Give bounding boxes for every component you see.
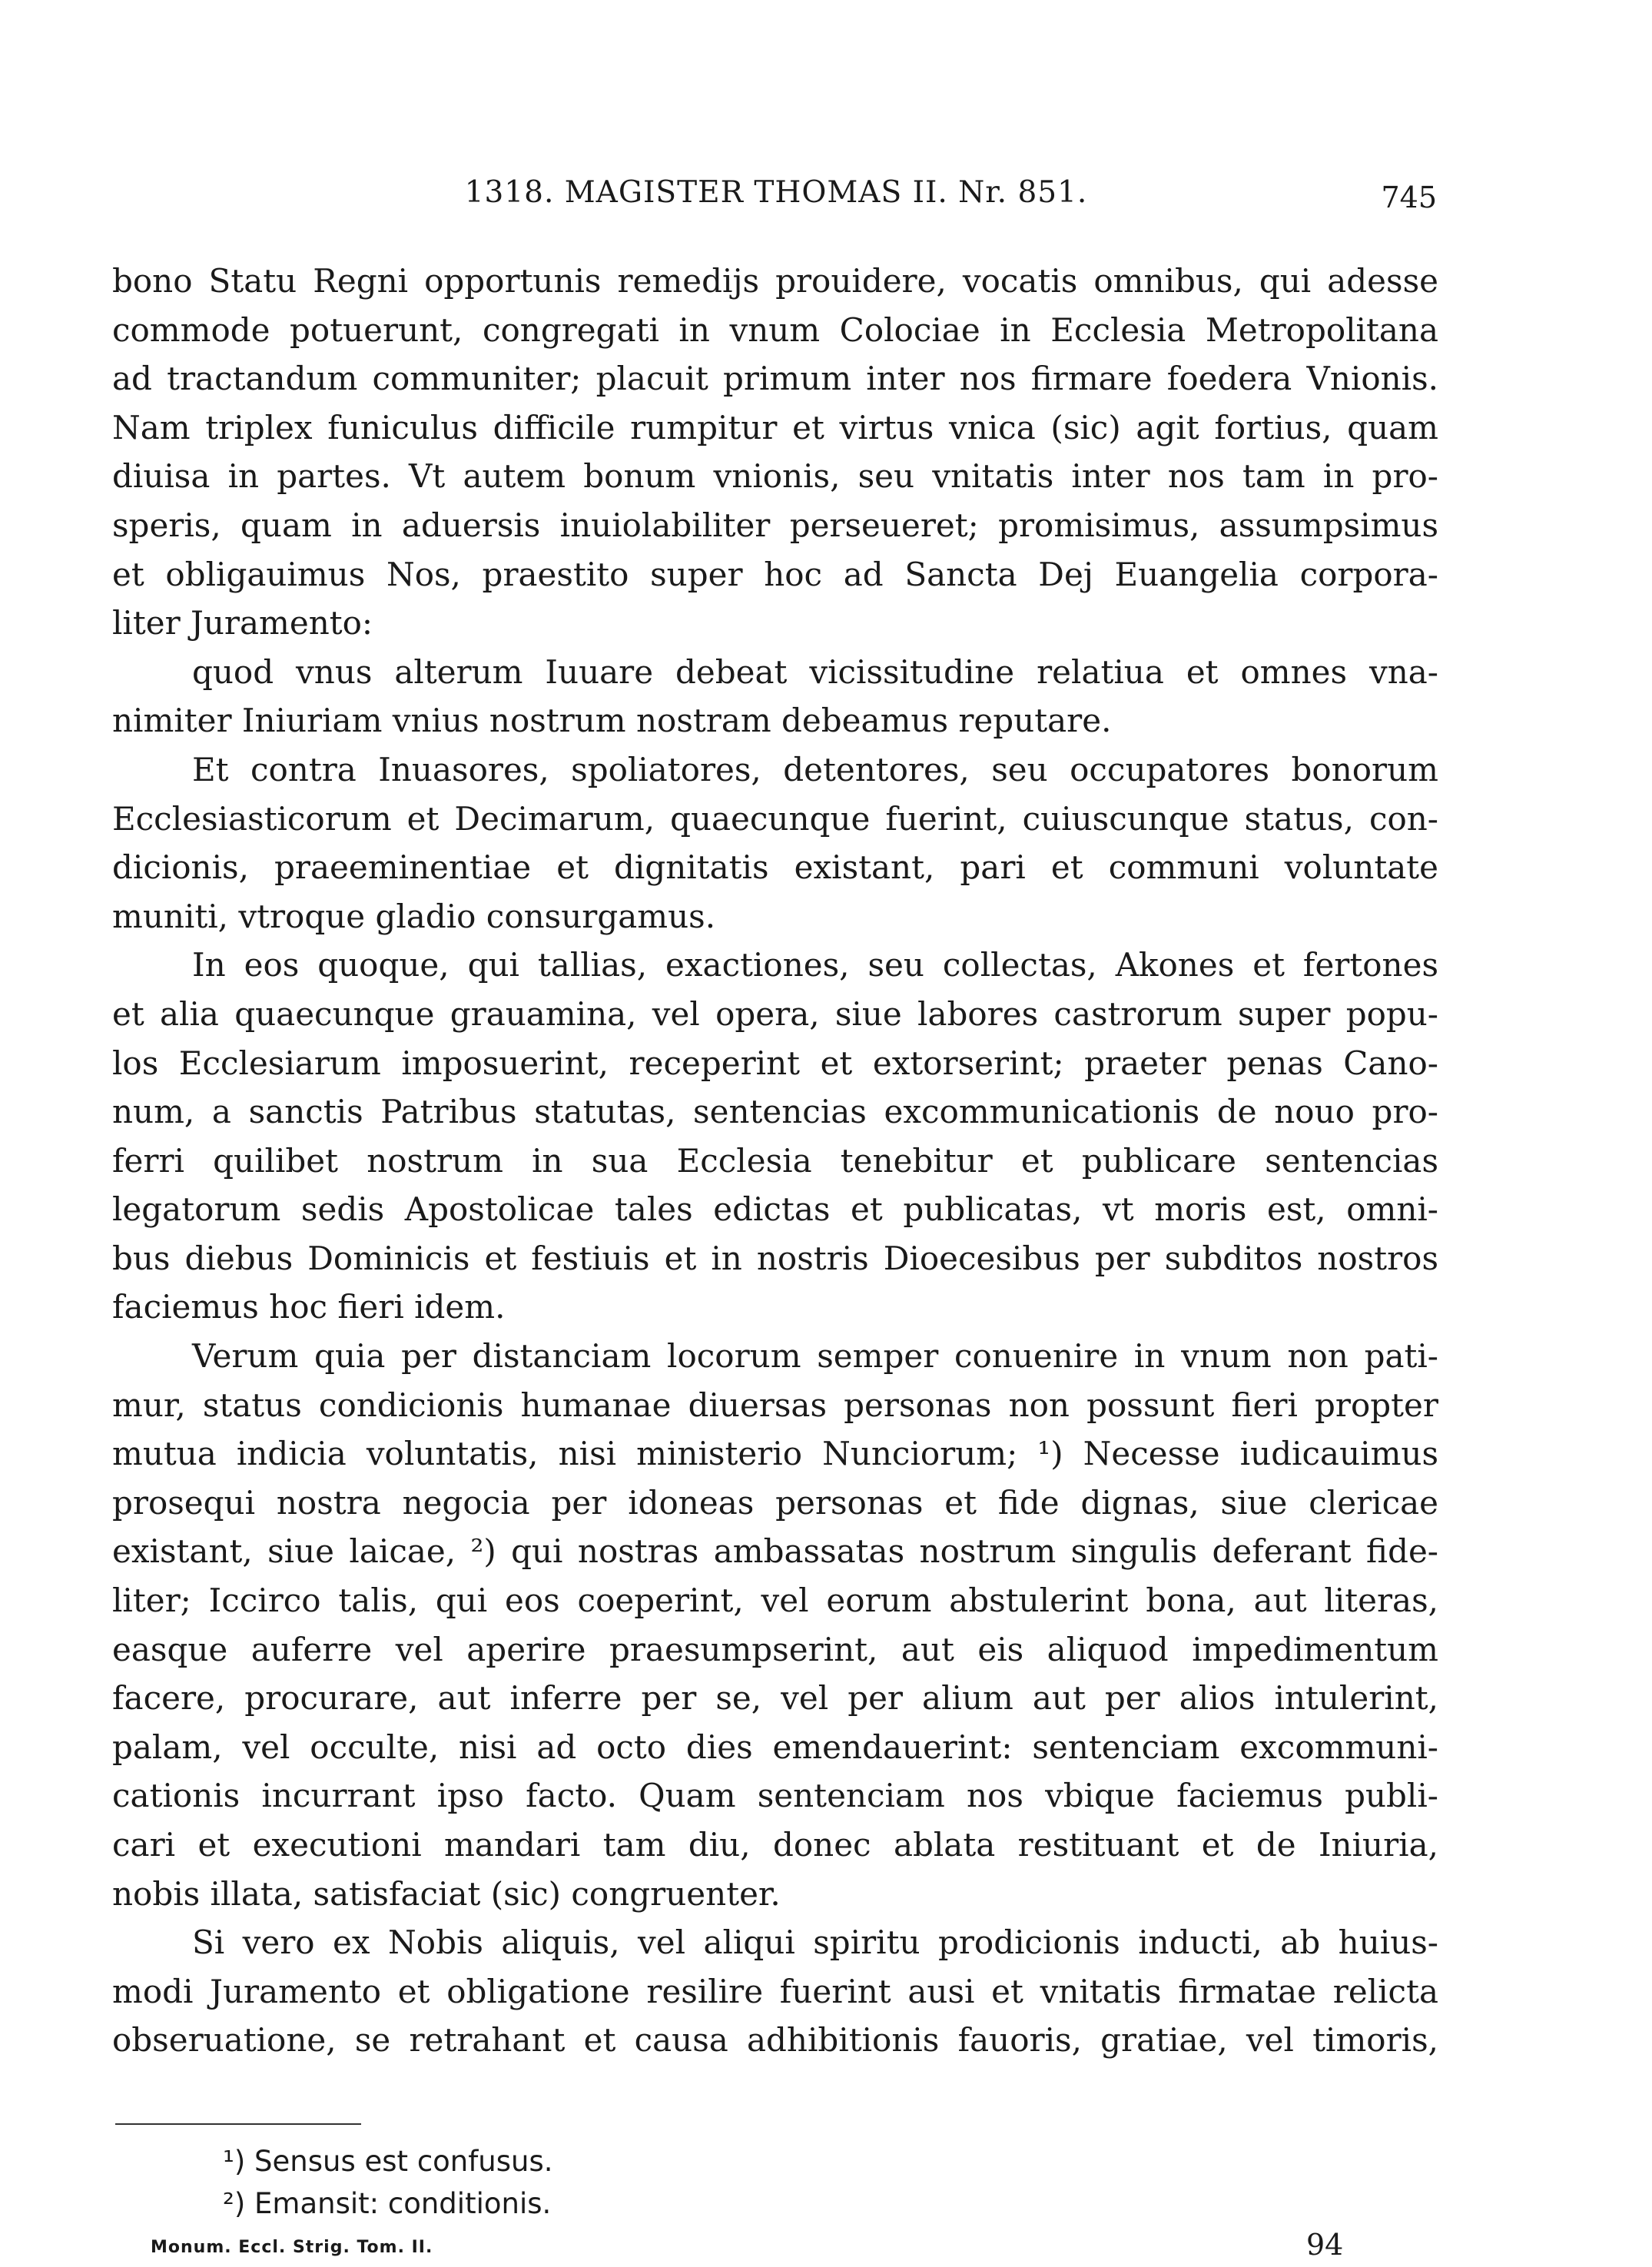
page-number: 745 [1381, 181, 1437, 214]
text-line: legatorum sedis Apostolicae tales edictas et publicatas, vt moris est, omni- [112, 1190, 1438, 1229]
footnote [223, 2182, 1145, 2225]
text-line: Et contra Inuasores, spoliatores, detentores, seu occupatores bonorum [192, 750, 1438, 788]
footnote-text: Sensus est confusus. [254, 2145, 553, 2178]
footnotes [223, 2140, 1145, 2225]
text-line: et alia quaecunque grauamina, vel opera, siue labores castrorum super popu- [112, 994, 1438, 1033]
text-line: ad tractandum communiter; placuit primum inter nos firmare foedera Vnionis. [112, 360, 1438, 398]
running-title: 1318. MAGISTER THOMAS II. Nr. 851. [464, 175, 1088, 210]
text-line: modi Juramento et obligatione resilire fuerint ausi et vnitatis firmatae relicta [112, 1972, 1438, 2010]
text-line: nobis illata, satisfaciat (sic) congruenter. [112, 1874, 781, 1913]
text-line: ferri quilibet nostrum in sua Ecclesia tenebitur et publicare sentencias [112, 1141, 1438, 1180]
footnote-divider [115, 2123, 361, 2125]
text-line: quod vnus alterum Iuuare debeat vicissitudine relatiua et omnes vna- [192, 652, 1438, 691]
text-line: cationis incurrant ipso facto. Quam sentenciam nos vbique faciemus publi- [112, 1777, 1438, 1815]
text-line: speris, quam in aduersis inuiolabiliter perseueret; promisimus, assumpsimus [112, 506, 1438, 544]
text-line: liter; Iccirco talis, qui eos coeperint, vel eorum abstulerint bona, aut literas, [112, 1582, 1438, 1620]
text-line: mutua indicia voluntatis, nisi ministerio Nunciorum; ¹) Necesse iudicauimus [112, 1435, 1438, 1473]
text-line: In eos quoque, qui tallias, exactiones, seu collectas, Akones et fertones [192, 946, 1438, 984]
text-line: prosequi nostra negocia per idoneas personas et fide dignas, siue clericae [112, 1483, 1438, 1522]
footnote [223, 2140, 1145, 2182]
body-text [112, 257, 1438, 2065]
text-line: palam, vel occulte, nisi ad octo dies emendauerint: sentenciam excommuni- [112, 1728, 1438, 1766]
text-line: Nam triplex funiculus difficile rumpitur et virtus vnica (sic) agit fortius, quam [112, 408, 1438, 446]
text-line: dicionis, praeeminentiae et dignitatis existant, pari et communi voluntate [112, 848, 1438, 887]
text-line: obseruatione, se retrahant et causa adhibitionis fauoris, gratiae, vel timoris, [112, 2021, 1438, 2060]
text-line: Verum quia per distanciam locorum semper conuenire in vnum non pati- [192, 1337, 1438, 1376]
text-line: diuisa in partes. Vt autem bonum vnionis, seu vnitatis inter nos tam in pro- [112, 457, 1438, 496]
text-line: easque auferre vel aperire praesumpserint, aut eis aliquod impedimentum [112, 1630, 1438, 1668]
text-line: cari et executioni mandari tam diu, donec ablata restituant et de Iniuria, [112, 1826, 1438, 1864]
footnote-text: Emansit: conditionis. [254, 2187, 552, 2220]
text-line: liter Juramento: [112, 604, 373, 642]
running-head [115, 174, 1437, 212]
text-line: muniti, vtroque gladio consurgamus. [112, 897, 716, 935]
text-line: facere, procurare, aut inferre per se, vel per alium aut per alios intulerint, [112, 1679, 1438, 1718]
text-line: bus diebus Dominicis et festiuis et in nostris Dioecesibus per subditos nostros [112, 1239, 1438, 1277]
text-line: nimiter Iniuriam vnius nostrum nostram debeamus reputare. [112, 702, 1112, 740]
footnote-mark: ¹) [223, 2145, 246, 2178]
text-line: Ecclesiasticorum et Decimarum, quaecunque fuerint, cuiuscunque status, con- [112, 799, 1438, 838]
text-line: commode potuerunt, congregati in vnum Colociae in Ecclesia Metropolitana [112, 310, 1438, 349]
text-line: faciemus hoc fieri idem. [112, 1288, 506, 1326]
printer-signature: Monum. Eccl. Strig. Tom. II. [151, 2238, 433, 2257]
text-line: Si vero ex Nobis aliquis, vel aliqui spiritu prodicionis inducti, ab huius- [192, 1923, 1438, 1962]
text-line: existant, siue laicae, ²) qui nostras ambassatas nostrum singulis deferant fide- [112, 1532, 1438, 1571]
text-line: bono Statu Regni opportunis remedijs prouidere, vocatis omnibus, qui adesse [112, 262, 1438, 300]
sheet-number: 94 [1306, 2228, 1344, 2262]
text-line: num, a sanctis Patribus statutas, sentencias excommunicationis de nouo pro- [112, 1093, 1438, 1131]
text-line: los Ecclesiarum imposuerint, receperint et extorserint; praeter penas Cano- [112, 1044, 1438, 1082]
text-line: et obligauimus Nos, praestito super hoc ad Sancta Dej Euangelia corpora- [112, 555, 1438, 593]
footnote-mark: ²) [223, 2187, 246, 2220]
text-line: mur, status condicionis humanae diuersas personas non possunt fieri propter [112, 1386, 1438, 1424]
